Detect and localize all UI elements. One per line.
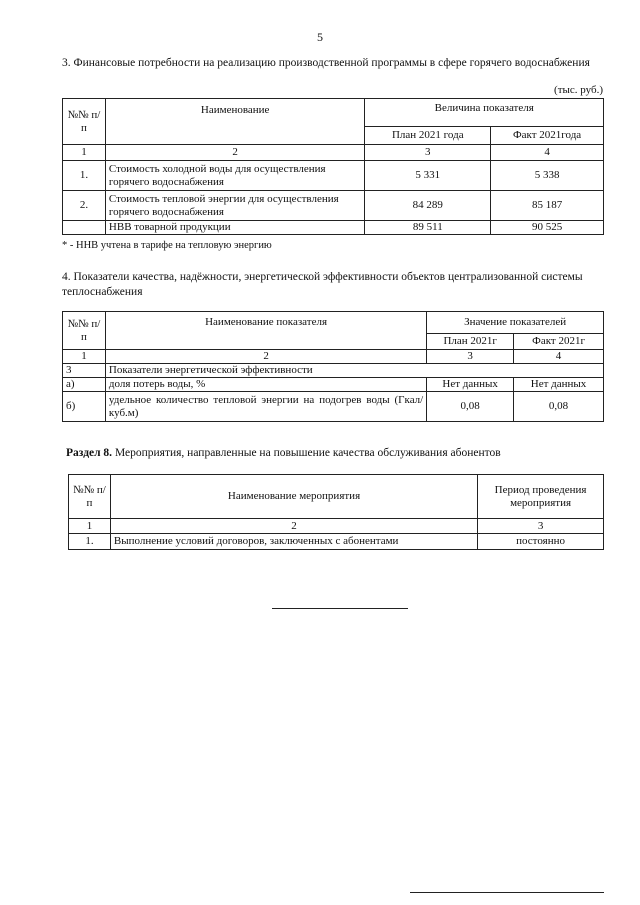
row-number: а): [63, 378, 106, 392]
table-row: [63, 161, 604, 191]
index-cell: 4: [514, 350, 604, 364]
index-cell: 1: [63, 145, 106, 161]
section8-heading-bold: Раздел 8.: [66, 447, 113, 459]
table-row: [69, 534, 604, 550]
unit-label: (тыс. руб.): [554, 84, 603, 96]
col-header-name: Наименование мероприятия: [110, 475, 477, 519]
row-number: 2.: [63, 191, 106, 221]
index-cell: 4: [491, 145, 604, 161]
page-number: 5: [317, 30, 323, 44]
row-name: Стоимость холодной воды для осуществления горячего водоснабжения: [105, 161, 365, 191]
row-fact-value: 5 338: [491, 161, 604, 191]
index-cell: 2: [105, 350, 426, 364]
total-name: НВВ товарной продукции: [105, 221, 365, 235]
row-name: удельное количество тепловой энергии на подогрев воды (Гкал/куб.м): [105, 392, 426, 422]
col-header-value: Величина показателя: [365, 99, 604, 127]
row-number: б): [63, 392, 106, 422]
total-plan-value: 89 511: [365, 221, 491, 235]
row-plan-value: 84 289: [365, 191, 491, 221]
closing-divider: [272, 608, 408, 609]
index-cell: 3: [478, 519, 604, 534]
row-number: 1.: [69, 534, 111, 550]
col-header-name: Наименование показателя: [105, 312, 426, 350]
table-row: [63, 191, 604, 221]
index-cell: 1: [69, 519, 111, 534]
group-number: 3: [63, 364, 106, 378]
row-fact-value: Нет данных: [514, 378, 604, 392]
row-fact-value: 85 187: [491, 191, 604, 221]
row-name: Выполнение условий договоров, заключенных с абонентами: [110, 534, 477, 550]
section8-heading-text: Мероприятия, направленные на повышение качества обслуживания абонентов: [112, 447, 501, 459]
col-header-name: Наименование: [105, 99, 365, 145]
col-header-number: №№ п/п: [63, 99, 106, 145]
footer-divider: [410, 892, 604, 893]
service-measures-table: [68, 474, 604, 550]
col-header-fact: Факт 2021г: [514, 334, 604, 350]
total-fact-value: 90 525: [491, 221, 604, 235]
col-header-plan: План 2021 года: [365, 127, 491, 145]
index-cell: 2: [105, 145, 365, 161]
group-name: Показатели энергетической эффективности: [105, 364, 603, 378]
row-name: Стоимость тепловой энергии для осуществления горячего водоснабжения: [105, 191, 365, 221]
index-row: [63, 145, 604, 161]
col-header-number: №№ п/п: [69, 475, 111, 519]
tariff-note: * - ННВ учтена в тарифе на тепловую энергию: [62, 240, 272, 251]
row-plan-value: 0,08: [427, 392, 514, 422]
section3-heading: 3. Финансовые потребности на реализацию производственной программы в сфере горячего водоснабжения: [62, 57, 590, 69]
row-plan-value: Нет данных: [427, 378, 514, 392]
row-period: постоянно: [478, 534, 604, 550]
col-header-value: Значение показателей: [427, 312, 604, 334]
quality-indicators-table: [62, 311, 604, 422]
col-header-plan: План 2021г: [427, 334, 514, 350]
table-row: [63, 378, 604, 392]
row-fact-value: 0,08: [514, 392, 604, 422]
col-header-number: №№ п/п: [63, 312, 106, 350]
group-row: [63, 364, 604, 378]
col-header-fact: Факт 2021года: [491, 127, 604, 145]
index-cell: 3: [427, 350, 514, 364]
index-row: [63, 350, 604, 364]
total-row: [63, 221, 604, 235]
table-row: [63, 392, 604, 422]
index-row: [69, 519, 604, 534]
row-number: 1.: [63, 161, 106, 191]
row-plan-value: 5 331: [365, 161, 491, 191]
index-cell: 3: [365, 145, 491, 161]
index-cell: 2: [110, 519, 477, 534]
financial-needs-table: [62, 98, 604, 235]
index-cell: 1: [63, 350, 106, 364]
section4-heading: 4. Показатели качества, надёжности, энергетической эффективности объектов централизованной системы теплоснабжения: [62, 271, 583, 298]
section8-heading: [66, 446, 606, 461]
col-header-period: Период проведения мероприятия: [478, 475, 604, 519]
row-name: доля потерь воды, %: [105, 378, 426, 392]
